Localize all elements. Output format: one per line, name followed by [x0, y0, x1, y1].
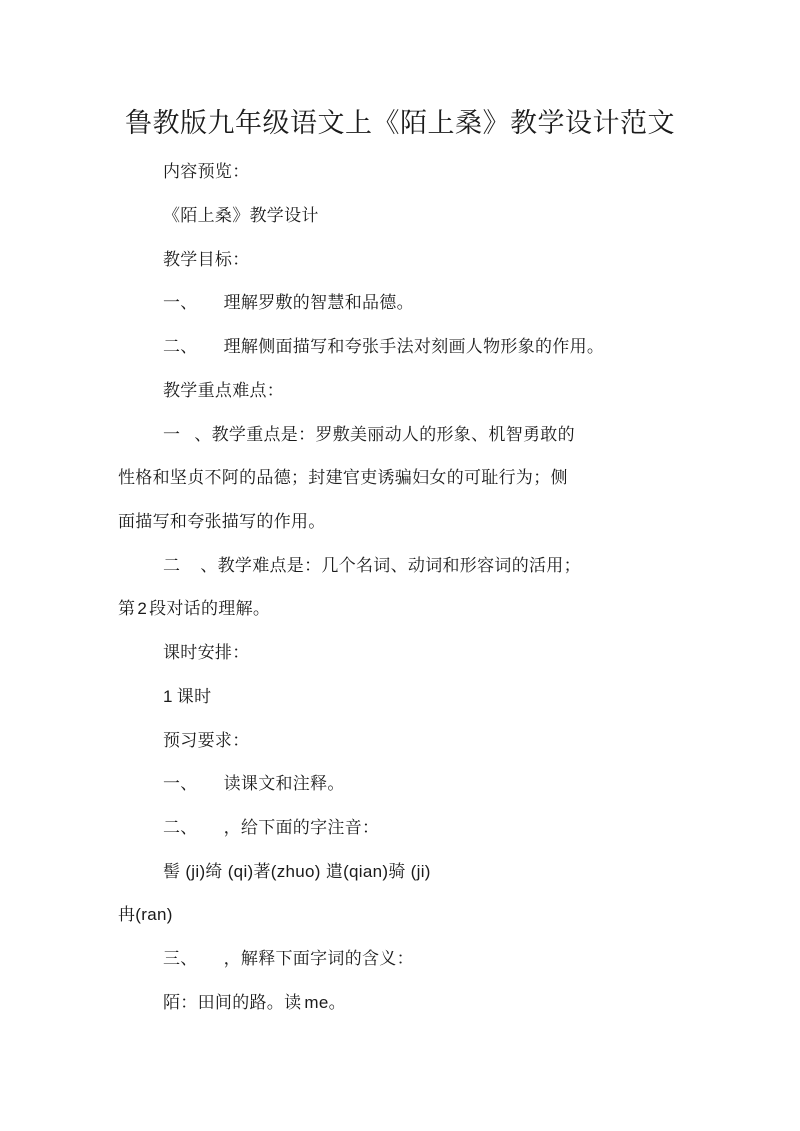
key-1-text: 、教学重点是：罗敷美丽动人的形象、机智勇敢的	[194, 425, 575, 445]
key-item-2-line-1	[163, 554, 581, 578]
goal-item-2	[163, 335, 604, 359]
goal-2-text: 理解侧面描写和夸张手法对刻画人物形象的作用。	[223, 337, 605, 357]
prep-item-1	[163, 772, 345, 796]
key-1-marker: 一	[163, 425, 181, 445]
key-item-2-line-2: 第 2 段对话的理解。	[118, 599, 271, 619]
goal-1-text: 理解罗敷的智慧和品德。	[223, 293, 414, 313]
pinyin-line-2: 冉(ran)	[118, 905, 173, 924]
goals-heading: 教学目标：	[163, 250, 250, 270]
prep-1-marker: 一、	[163, 774, 198, 794]
prep-3-marker: 三、	[163, 949, 198, 969]
schedule-heading: 课时安排：	[163, 643, 250, 663]
key-heading: 教学重点难点：	[163, 381, 285, 401]
mo-definition: 陌：田间的路。读 me。	[163, 993, 346, 1013]
preview-label: 内容预览：	[163, 162, 250, 182]
goal-item-1	[163, 291, 414, 315]
key-item-1-line-1	[163, 423, 575, 447]
prep-2-text: ，给下面的字注音：	[223, 818, 380, 838]
pinyin-line-1: 髻 (ji)绮 (qi)著(zhuo) 遣(qian)骑 (ji)	[163, 862, 431, 881]
key-2-text: 、教学难点是：几个名词、动词和形容词的活用；	[200, 556, 581, 576]
key-2-marker: 二	[163, 556, 181, 576]
key-item-1-line-3: 面描写和夸张描写的作用。	[118, 512, 326, 532]
document-title: 鲁教版九年级语文上《陌上桑》教学设计范文	[125, 108, 675, 139]
schedule-value: 1 课时	[163, 687, 212, 707]
prep-1-text: 读课文和注释。	[223, 774, 345, 794]
key-item-1-line-2: 性格和坚贞不阿的品德；封建官吏诱骗妇女的可耻行为；侧	[118, 468, 568, 488]
prep-3-text: ，解释下面字词的含义：	[223, 949, 414, 969]
prep-item-3	[163, 947, 414, 971]
prep-2-marker: 二、	[163, 818, 198, 838]
prep-item-2	[163, 816, 379, 840]
goal-2-marker: 二、	[163, 337, 198, 357]
design-title: 《陌上桑》教学设计	[163, 206, 319, 226]
goal-1-marker: 一、	[163, 293, 198, 313]
prep-heading: 预习要求：	[163, 731, 250, 751]
